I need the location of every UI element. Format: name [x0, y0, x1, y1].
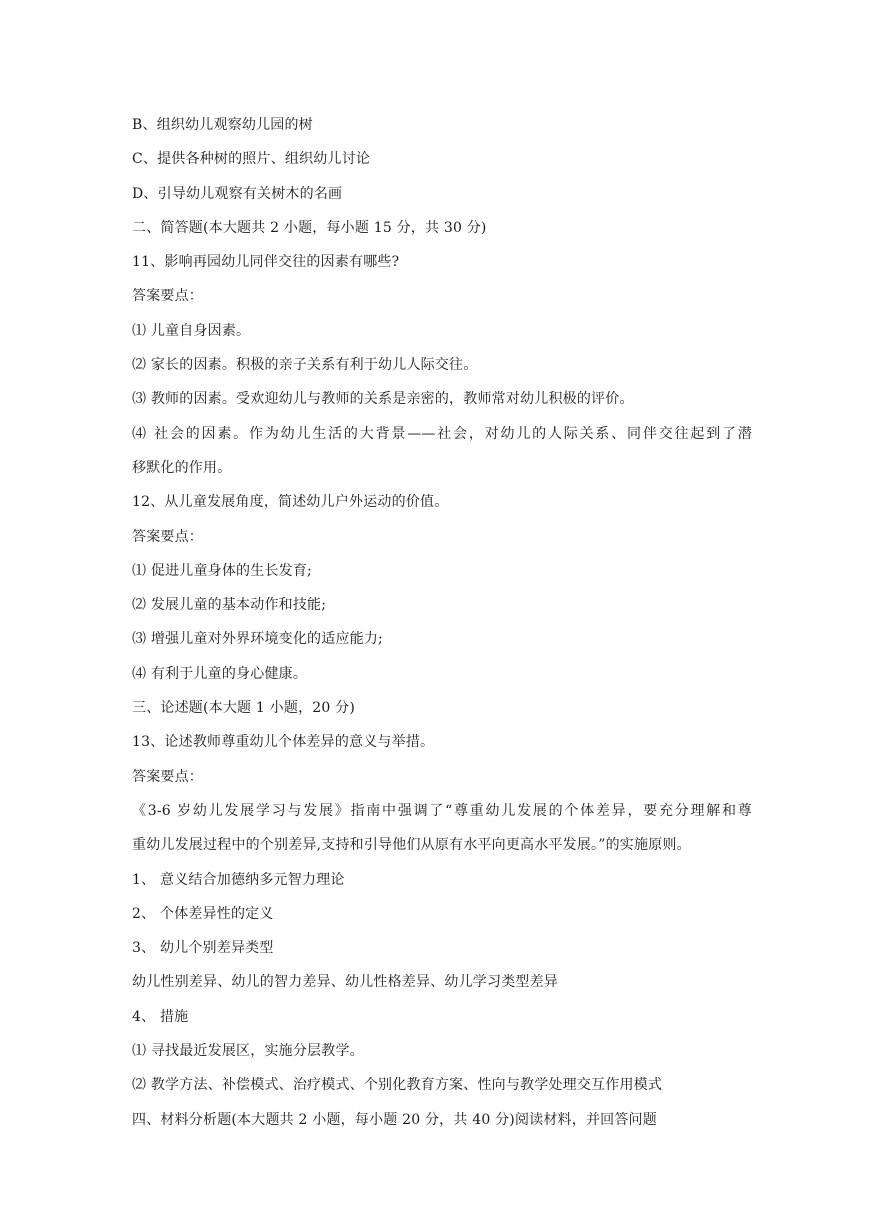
option-c: C、提供各种树的照片、组织幼儿讨论: [132, 151, 371, 168]
answer-paragraph-continued: 重幼儿发展过程中的个别差异,支持和引导他们从原有水平向更高水平发展。”的实施原则。: [132, 837, 691, 854]
question-12: 12、从儿童发展角度，简述幼儿户外运动的价值。: [132, 494, 449, 511]
answer-point: ⑵ 家长的因素。积极的亲子关系有利于幼儿人际交往。: [132, 357, 478, 374]
document-body: [132, 108, 752, 1137]
answer-point: ⑵ 发展儿童的基本动作和技能;: [132, 597, 327, 614]
answer-point: ⑷ 社会的因素。作为幼儿生活的大背景——社会，对幼儿的人际关系、同伴交往起到了潜: [132, 425, 752, 442]
option-d: D、引导幼儿观察有关树木的名画: [132, 185, 343, 202]
answer-paragraph: 《3-6 岁幼儿发展学习与发展》指南中强调了“尊重幼儿发展的个体差异，要充分理解和尊: [132, 802, 752, 819]
question-13: 13、论述教师尊重幼儿个体差异的意义与举措。: [132, 734, 435, 751]
question-11: 11、影响再园幼儿同伴交往的因素有哪些?: [132, 254, 400, 271]
answer-point: ⑷ 有利于儿童的身心健康。: [132, 665, 308, 682]
answer-label: 答案要点：: [132, 528, 203, 545]
answer-point: ⑶ 教师的因素。受欢迎幼儿与教师的关系是亲密的，教师常对幼儿积极的评价。: [132, 391, 634, 408]
section-heading-material-analysis: 四、材料分析题(本大题共 2 小题，每小题 20 分，共 40 分)阅读材料，并回答问题: [132, 1111, 657, 1128]
answer-point: ⑴ 促进儿童身体的生长发育;: [132, 562, 312, 579]
answer-item: 1、 意义结合加德纳多元智力理论: [132, 871, 345, 888]
answer-point: ⑴ 寻找最近发展区，实施分层教学。: [132, 1043, 364, 1060]
answer-label: 答案要点：: [132, 768, 203, 785]
answer-item: 3、 幼儿个别差异类型: [132, 940, 274, 957]
section-heading-short-answer: 二、简答题(本大题共 2 小题，每小题 15 分，共 30 分): [132, 219, 487, 236]
answer-point-continued: 移默化的作用。: [132, 459, 232, 476]
option-b: B、组织幼儿观察幼儿园的树: [132, 117, 313, 133]
answer-label: 答案要点：: [132, 288, 203, 305]
answer-point: ⑵ 教学方法、补偿模式、治疗模式、个别化教育方案、性向与教学处理交互作用模式: [132, 1077, 663, 1094]
answer-point: ⑴ 儿童自身因素。: [132, 322, 251, 339]
section-heading-essay: 三、论述题(本大题 1 小题，20 分): [132, 700, 355, 717]
answer-item: 4、 措施: [132, 1008, 189, 1025]
answer-item-detail: 幼儿性别差异、幼儿的智力差异、幼儿性格差异、幼儿学习类型差异: [132, 974, 558, 991]
answer-point: ⑶ 增强儿童对外界环境变化的适应能力;: [132, 631, 383, 648]
answer-item: 2、 个体差异性的定义: [132, 905, 274, 922]
